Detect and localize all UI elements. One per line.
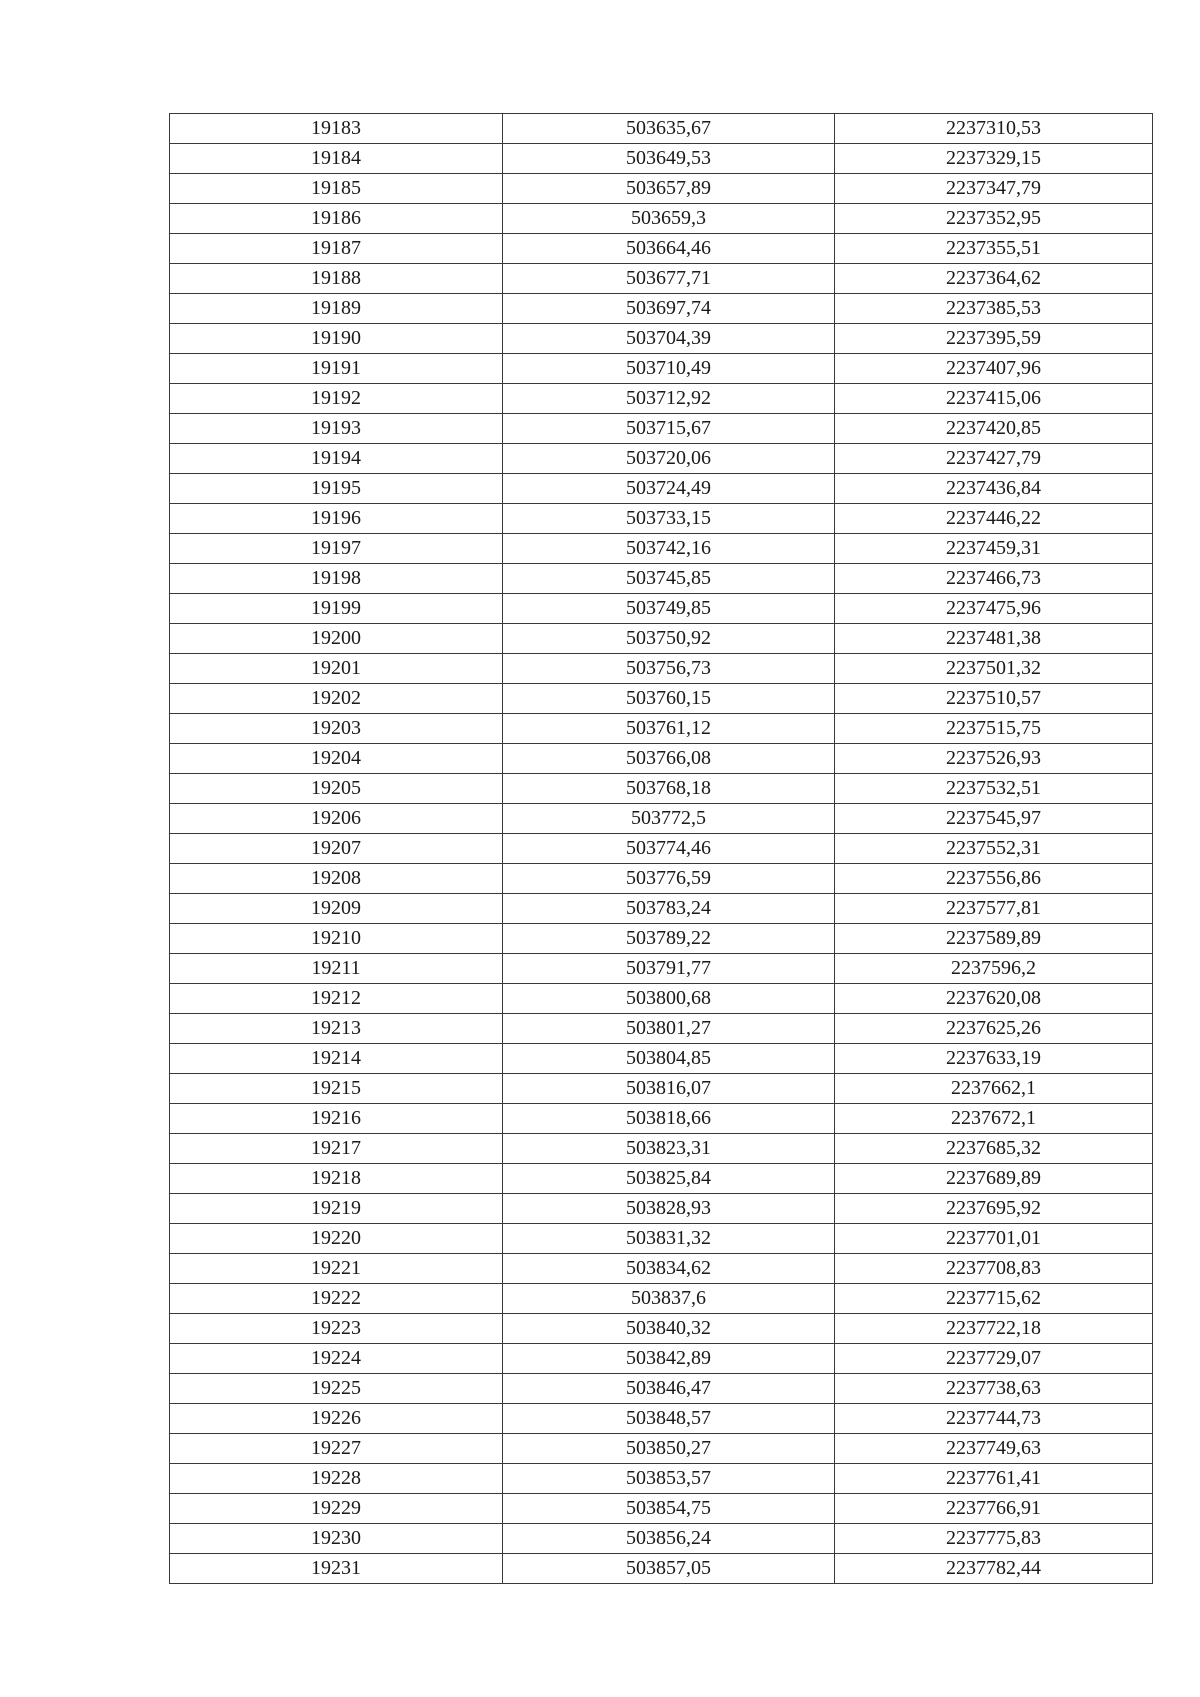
point-number-cell: 19218 <box>170 1164 503 1194</box>
x-coordinate-cell: 503840,32 <box>503 1314 835 1344</box>
table-row <box>170 1554 1153 1584</box>
point-number-cell: 19200 <box>170 624 503 654</box>
y-coordinate-cell: 2237775,83 <box>835 1524 1153 1554</box>
point-number-cell: 19195 <box>170 474 503 504</box>
coordinate-table <box>169 113 1153 1584</box>
x-coordinate-cell: 503828,93 <box>503 1194 835 1224</box>
x-coordinate-cell: 503848,57 <box>503 1404 835 1434</box>
table-row <box>170 264 1153 294</box>
x-coordinate-cell: 503704,39 <box>503 324 835 354</box>
table-row <box>170 594 1153 624</box>
table-row <box>170 1434 1153 1464</box>
point-number-cell: 19201 <box>170 654 503 684</box>
point-number-cell: 19207 <box>170 834 503 864</box>
table-row <box>170 1524 1153 1554</box>
x-coordinate-cell: 503768,18 <box>503 774 835 804</box>
table-row <box>170 1194 1153 1224</box>
point-number-cell: 19191 <box>170 354 503 384</box>
y-coordinate-cell: 2237347,79 <box>835 174 1153 204</box>
y-coordinate-cell: 2237545,97 <box>835 804 1153 834</box>
point-number-cell: 19212 <box>170 984 503 1014</box>
x-coordinate-cell: 503715,67 <box>503 414 835 444</box>
table-row <box>170 204 1153 234</box>
y-coordinate-cell: 2237662,1 <box>835 1074 1153 1104</box>
point-number-cell: 19199 <box>170 594 503 624</box>
table-row <box>170 654 1153 684</box>
point-number-cell: 19222 <box>170 1284 503 1314</box>
y-coordinate-cell: 2237782,44 <box>835 1554 1153 1584</box>
y-coordinate-cell: 2237515,75 <box>835 714 1153 744</box>
point-number-cell: 19203 <box>170 714 503 744</box>
table-row <box>170 774 1153 804</box>
point-number-cell: 19205 <box>170 774 503 804</box>
y-coordinate-cell: 2237744,73 <box>835 1404 1153 1434</box>
point-number-cell: 19220 <box>170 1224 503 1254</box>
x-coordinate-cell: 503733,15 <box>503 504 835 534</box>
table-row <box>170 564 1153 594</box>
point-number-cell: 19211 <box>170 954 503 984</box>
point-number-cell: 19226 <box>170 1404 503 1434</box>
x-coordinate-cell: 503818,66 <box>503 1104 835 1134</box>
table-row <box>170 1224 1153 1254</box>
y-coordinate-cell: 2237427,79 <box>835 444 1153 474</box>
y-coordinate-cell: 2237415,06 <box>835 384 1153 414</box>
table-row <box>170 1104 1153 1134</box>
x-coordinate-cell: 503854,75 <box>503 1494 835 1524</box>
y-coordinate-cell: 2237364,62 <box>835 264 1153 294</box>
table-row <box>170 744 1153 774</box>
x-coordinate-cell: 503825,84 <box>503 1164 835 1194</box>
x-coordinate-cell: 503857,05 <box>503 1554 835 1584</box>
table-row <box>170 1044 1153 1074</box>
y-coordinate-cell: 2237715,62 <box>835 1284 1153 1314</box>
table-row <box>170 1344 1153 1374</box>
y-coordinate-cell: 2237355,51 <box>835 234 1153 264</box>
table-row <box>170 354 1153 384</box>
y-coordinate-cell: 2237672,1 <box>835 1104 1153 1134</box>
x-coordinate-cell: 503789,22 <box>503 924 835 954</box>
y-coordinate-cell: 2237625,26 <box>835 1014 1153 1044</box>
table-row <box>170 324 1153 354</box>
x-coordinate-cell: 503856,24 <box>503 1524 835 1554</box>
point-number-cell: 19190 <box>170 324 503 354</box>
y-coordinate-cell: 2237695,92 <box>835 1194 1153 1224</box>
point-number-cell: 19214 <box>170 1044 503 1074</box>
x-coordinate-cell: 503834,62 <box>503 1254 835 1284</box>
table-row <box>170 1494 1153 1524</box>
x-coordinate-cell: 503745,85 <box>503 564 835 594</box>
x-coordinate-cell: 503791,77 <box>503 954 835 984</box>
table-row <box>170 144 1153 174</box>
x-coordinate-cell: 503710,49 <box>503 354 835 384</box>
point-number-cell: 19189 <box>170 294 503 324</box>
table-row <box>170 624 1153 654</box>
table-row <box>170 114 1153 144</box>
x-coordinate-cell: 503760,15 <box>503 684 835 714</box>
table-row <box>170 1164 1153 1194</box>
table-row <box>170 444 1153 474</box>
x-coordinate-cell: 503664,46 <box>503 234 835 264</box>
point-number-cell: 19231 <box>170 1554 503 1584</box>
point-number-cell: 19185 <box>170 174 503 204</box>
table-row <box>170 834 1153 864</box>
x-coordinate-cell: 503804,85 <box>503 1044 835 1074</box>
table-row <box>170 894 1153 924</box>
y-coordinate-cell: 2237459,31 <box>835 534 1153 564</box>
point-number-cell: 19229 <box>170 1494 503 1524</box>
point-number-cell: 19227 <box>170 1434 503 1464</box>
table-row <box>170 714 1153 744</box>
x-coordinate-cell: 503742,16 <box>503 534 835 564</box>
y-coordinate-cell: 2237475,96 <box>835 594 1153 624</box>
y-coordinate-cell: 2237310,53 <box>835 114 1153 144</box>
x-coordinate-cell: 503774,46 <box>503 834 835 864</box>
point-number-cell: 19217 <box>170 1134 503 1164</box>
table-row <box>170 954 1153 984</box>
point-number-cell: 19196 <box>170 504 503 534</box>
x-coordinate-cell: 503823,31 <box>503 1134 835 1164</box>
table-row <box>170 864 1153 894</box>
y-coordinate-cell: 2237510,57 <box>835 684 1153 714</box>
table-row <box>170 1404 1153 1434</box>
point-number-cell: 19225 <box>170 1374 503 1404</box>
x-coordinate-cell: 503697,74 <box>503 294 835 324</box>
x-coordinate-cell: 503772,5 <box>503 804 835 834</box>
y-coordinate-cell: 2237526,93 <box>835 744 1153 774</box>
table-row <box>170 1134 1153 1164</box>
y-coordinate-cell: 2237596,2 <box>835 954 1153 984</box>
y-coordinate-cell: 2237481,38 <box>835 624 1153 654</box>
point-number-cell: 19230 <box>170 1524 503 1554</box>
point-number-cell: 19206 <box>170 804 503 834</box>
table-row <box>170 384 1153 414</box>
x-coordinate-cell: 503831,32 <box>503 1224 835 1254</box>
table-row <box>170 1284 1153 1314</box>
x-coordinate-cell: 503635,67 <box>503 114 835 144</box>
y-coordinate-cell: 2237689,89 <box>835 1164 1153 1194</box>
point-number-cell: 19187 <box>170 234 503 264</box>
y-coordinate-cell: 2237436,84 <box>835 474 1153 504</box>
x-coordinate-cell: 503853,57 <box>503 1464 835 1494</box>
table-row <box>170 174 1153 204</box>
x-coordinate-cell: 503766,08 <box>503 744 835 774</box>
x-coordinate-cell: 503850,27 <box>503 1434 835 1464</box>
point-number-cell: 19186 <box>170 204 503 234</box>
y-coordinate-cell: 2237738,63 <box>835 1374 1153 1404</box>
point-number-cell: 19208 <box>170 864 503 894</box>
y-coordinate-cell: 2237589,89 <box>835 924 1153 954</box>
table-row <box>170 984 1153 1014</box>
x-coordinate-cell: 503659,3 <box>503 204 835 234</box>
y-coordinate-cell: 2237395,59 <box>835 324 1153 354</box>
point-number-cell: 19223 <box>170 1314 503 1344</box>
y-coordinate-cell: 2237761,41 <box>835 1464 1153 1494</box>
point-number-cell: 19192 <box>170 384 503 414</box>
table-row <box>170 294 1153 324</box>
x-coordinate-cell: 503756,73 <box>503 654 835 684</box>
x-coordinate-cell: 503801,27 <box>503 1014 835 1044</box>
point-number-cell: 19183 <box>170 114 503 144</box>
point-number-cell: 19228 <box>170 1464 503 1494</box>
y-coordinate-cell: 2237501,32 <box>835 654 1153 684</box>
x-coordinate-cell: 503846,47 <box>503 1374 835 1404</box>
point-number-cell: 19221 <box>170 1254 503 1284</box>
point-number-cell: 19197 <box>170 534 503 564</box>
table-row <box>170 534 1153 564</box>
table-row <box>170 924 1153 954</box>
point-number-cell: 19193 <box>170 414 503 444</box>
x-coordinate-cell: 503677,71 <box>503 264 835 294</box>
table-row <box>170 1074 1153 1104</box>
x-coordinate-cell: 503712,92 <box>503 384 835 414</box>
y-coordinate-cell: 2237532,51 <box>835 774 1153 804</box>
y-coordinate-cell: 2237620,08 <box>835 984 1153 1014</box>
point-number-cell: 19194 <box>170 444 503 474</box>
y-coordinate-cell: 2237749,63 <box>835 1434 1153 1464</box>
y-coordinate-cell: 2237420,85 <box>835 414 1153 444</box>
x-coordinate-cell: 503720,06 <box>503 444 835 474</box>
x-coordinate-cell: 503816,07 <box>503 1074 835 1104</box>
y-coordinate-cell: 2237552,31 <box>835 834 1153 864</box>
y-coordinate-cell: 2237385,53 <box>835 294 1153 324</box>
y-coordinate-cell: 2237329,15 <box>835 144 1153 174</box>
point-number-cell: 19216 <box>170 1104 503 1134</box>
y-coordinate-cell: 2237352,95 <box>835 204 1153 234</box>
y-coordinate-cell: 2237407,96 <box>835 354 1153 384</box>
y-coordinate-cell: 2237556,86 <box>835 864 1153 894</box>
y-coordinate-cell: 2237466,73 <box>835 564 1153 594</box>
x-coordinate-cell: 503649,53 <box>503 144 835 174</box>
point-number-cell: 19188 <box>170 264 503 294</box>
y-coordinate-cell: 2237685,32 <box>835 1134 1153 1164</box>
table-row <box>170 234 1153 264</box>
point-number-cell: 19198 <box>170 564 503 594</box>
table-row <box>170 1014 1153 1044</box>
table-row <box>170 1464 1153 1494</box>
x-coordinate-cell: 503783,24 <box>503 894 835 924</box>
x-coordinate-cell: 503776,59 <box>503 864 835 894</box>
point-number-cell: 19215 <box>170 1074 503 1104</box>
table-row <box>170 1314 1153 1344</box>
y-coordinate-cell: 2237633,19 <box>835 1044 1153 1074</box>
coordinate-table-body <box>170 114 1153 1584</box>
y-coordinate-cell: 2237701,01 <box>835 1224 1153 1254</box>
y-coordinate-cell: 2237577,81 <box>835 894 1153 924</box>
point-number-cell: 19209 <box>170 894 503 924</box>
y-coordinate-cell: 2237729,07 <box>835 1344 1153 1374</box>
point-number-cell: 19224 <box>170 1344 503 1374</box>
x-coordinate-cell: 503657,89 <box>503 174 835 204</box>
point-number-cell: 19210 <box>170 924 503 954</box>
x-coordinate-cell: 503750,92 <box>503 624 835 654</box>
point-number-cell: 19204 <box>170 744 503 774</box>
y-coordinate-cell: 2237766,91 <box>835 1494 1153 1524</box>
x-coordinate-cell: 503761,12 <box>503 714 835 744</box>
point-number-cell: 19219 <box>170 1194 503 1224</box>
point-number-cell: 19202 <box>170 684 503 714</box>
table-row <box>170 804 1153 834</box>
point-number-cell: 19184 <box>170 144 503 174</box>
table-row <box>170 414 1153 444</box>
y-coordinate-cell: 2237708,83 <box>835 1254 1153 1284</box>
table-row <box>170 684 1153 714</box>
table-row <box>170 504 1153 534</box>
x-coordinate-cell: 503842,89 <box>503 1344 835 1374</box>
point-number-cell: 19213 <box>170 1014 503 1044</box>
table-row <box>170 1374 1153 1404</box>
x-coordinate-cell: 503724,49 <box>503 474 835 504</box>
y-coordinate-cell: 2237446,22 <box>835 504 1153 534</box>
table-row <box>170 1254 1153 1284</box>
y-coordinate-cell: 2237722,18 <box>835 1314 1153 1344</box>
x-coordinate-cell: 503837,6 <box>503 1284 835 1314</box>
table-row <box>170 474 1153 504</box>
x-coordinate-cell: 503800,68 <box>503 984 835 1014</box>
x-coordinate-cell: 503749,85 <box>503 594 835 624</box>
